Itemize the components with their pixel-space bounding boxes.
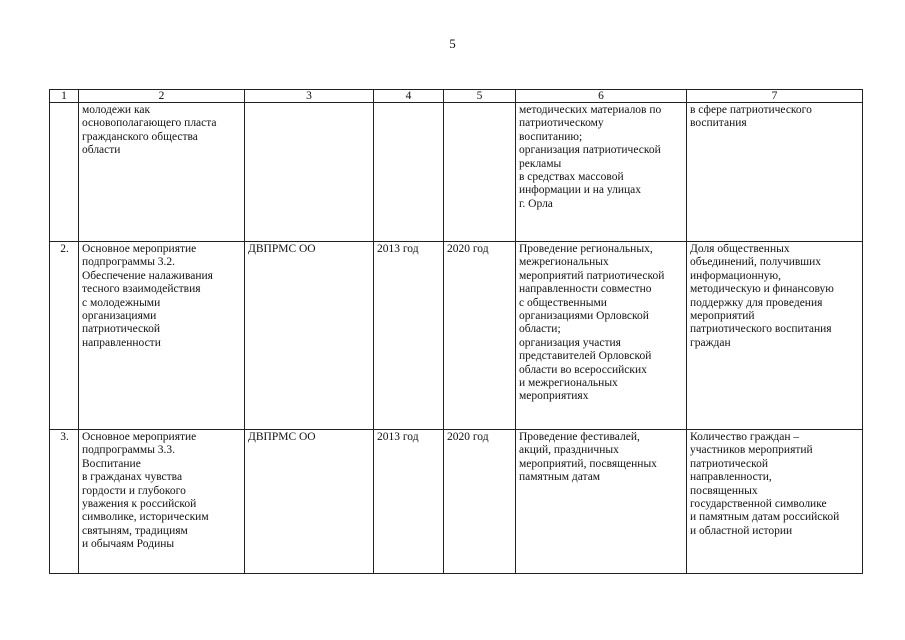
cell-text-line: с общественными	[519, 296, 607, 309]
table-row	[50, 430, 863, 574]
indicator-cell	[687, 103, 863, 242]
cell-text-line: области;	[519, 323, 561, 336]
page-number: 5	[449, 36, 456, 51]
event-name-cell	[79, 103, 245, 242]
table-header-row	[50, 90, 863, 103]
cell-text-line: и памятным датам российской	[690, 511, 840, 524]
row-number-cell	[50, 103, 79, 242]
cell-text-line: и межрегиональных	[519, 377, 618, 390]
cell-text-line: организация участия	[519, 336, 621, 349]
cell-text-line: Обеспечение налаживания	[82, 269, 213, 282]
cell-text-line: Проведение фестивалей,	[519, 431, 640, 443]
cell-text-line: области во всероссийских	[519, 363, 647, 376]
cell-text-line: методических материалов по	[519, 104, 662, 116]
cell-text-line: Основное мероприятие	[82, 243, 197, 255]
start-year-cell: 2013 год	[374, 242, 444, 430]
cell-text-line: области	[82, 144, 121, 157]
activity-directions-cell	[516, 103, 687, 242]
cell-text-line: государственной символике	[690, 498, 827, 511]
column-number-header: 1	[50, 90, 79, 103]
cell-text-line: граждан	[690, 336, 731, 349]
activity-directions-cell	[516, 430, 687, 574]
cell-text-line: символике, историческим	[82, 511, 209, 524]
cell-text-line: гражданского общества	[82, 130, 198, 143]
cell-text-line: и областной истории	[690, 524, 793, 537]
cell-text-line: воспитанию;	[519, 130, 583, 143]
column-number-header: 5	[444, 90, 516, 103]
cell-text-line: межрегиональных	[519, 256, 609, 269]
activity-directions-cell	[516, 242, 687, 430]
cell-text-line: представителей Орловской	[519, 350, 652, 363]
cell-text-line: патриотической	[82, 323, 160, 336]
cell-text-line: организация патриотической	[519, 144, 661, 157]
cell-text-line: направленности	[82, 336, 161, 349]
executor-cell: ДВПРМС ОО	[245, 430, 374, 574]
executor-cell	[245, 103, 374, 242]
program-table	[49, 89, 863, 574]
cell-text-line: организациями	[82, 310, 157, 323]
event-name-cell	[79, 242, 245, 430]
cell-text-line: патриотическому	[519, 117, 604, 130]
cell-text-line: молодежи как	[82, 104, 151, 116]
end-year-cell	[444, 103, 516, 242]
column-number-header: 3	[245, 90, 374, 103]
cell-text-line: и обычаям Родины	[82, 538, 175, 551]
row-number-cell: 3.	[50, 430, 79, 574]
cell-text-line: подпрограммы 3.3.	[82, 444, 176, 457]
cell-text-line: в сфере патриотического	[690, 104, 812, 116]
cell-text-line: направленности,	[690, 471, 772, 484]
column-number-header: 6	[516, 90, 687, 103]
cell-text-line: объединений, получивших	[690, 256, 822, 269]
cell-text-line: с молодежными	[82, 296, 161, 309]
cell-text-line: рекламы	[519, 157, 562, 170]
cell-text-line: в средствах массовой	[519, 171, 624, 184]
cell-text-line: Воспитание	[82, 457, 141, 470]
cell-text-line: патриотического воспитания	[690, 323, 832, 336]
cell-text-line: акций, праздничных	[519, 444, 619, 457]
cell-text-line: мероприятий патриотической	[519, 269, 665, 282]
cell-text-line: тесного взаимодействия	[82, 283, 201, 296]
cell-text-line: методическую и финансовую	[690, 283, 834, 296]
end-year-cell: 2020 год	[444, 242, 516, 430]
cell-text-line: воспитания	[690, 117, 747, 130]
cell-text-line: организациями Орловской	[519, 310, 649, 323]
cell-text-line: Количество граждан –	[690, 431, 800, 443]
cell-text-line: патриотической	[690, 457, 768, 470]
cell-text-line: участников мероприятий	[690, 444, 813, 457]
cell-text-line: основополагающего пласта	[82, 117, 217, 130]
cell-text-line: мероприятий	[690, 310, 755, 323]
cell-text-line: в гражданах чувства	[82, 471, 183, 484]
cell-text-line: г. Орла	[519, 197, 553, 210]
column-number-header: 7	[687, 90, 863, 103]
cell-text-line: посвященных	[690, 484, 758, 497]
row-number-cell: 2.	[50, 242, 79, 430]
cell-text-line: направленности совместно	[519, 283, 652, 296]
cell-text-line: поддержку для проведения	[690, 296, 823, 309]
cell-text-line: подпрограммы 3.2.	[82, 256, 176, 269]
cell-text-line: уважения к российской	[82, 498, 197, 511]
cell-text-line: Проведение региональных,	[519, 243, 653, 255]
cell-text-line: информации и на улицах	[519, 184, 642, 197]
event-name-cell	[79, 430, 245, 574]
cell-text-line: Доля общественных	[690, 243, 790, 255]
start-year-cell	[374, 103, 444, 242]
executor-cell: ДВПРМС ОО	[245, 242, 374, 430]
column-number-header: 2	[79, 90, 245, 103]
cell-text-line: информационную,	[690, 269, 781, 282]
column-number-header: 4	[374, 90, 444, 103]
indicator-cell	[687, 430, 863, 574]
cell-text-line: мероприятий, посвященных	[519, 457, 657, 470]
cell-text-line: Основное мероприятие	[82, 431, 197, 443]
start-year-cell: 2013 год	[374, 430, 444, 574]
cell-text-line: гордости и глубокого	[82, 484, 186, 497]
cell-text-line: святыням, традициям	[82, 524, 188, 537]
table-row	[50, 242, 863, 430]
cell-text-line: памятным датам	[519, 471, 601, 484]
end-year-cell: 2020 год	[444, 430, 516, 574]
cell-text-line: мероприятиях	[519, 390, 589, 403]
indicator-cell	[687, 242, 863, 430]
table-row	[50, 103, 863, 242]
